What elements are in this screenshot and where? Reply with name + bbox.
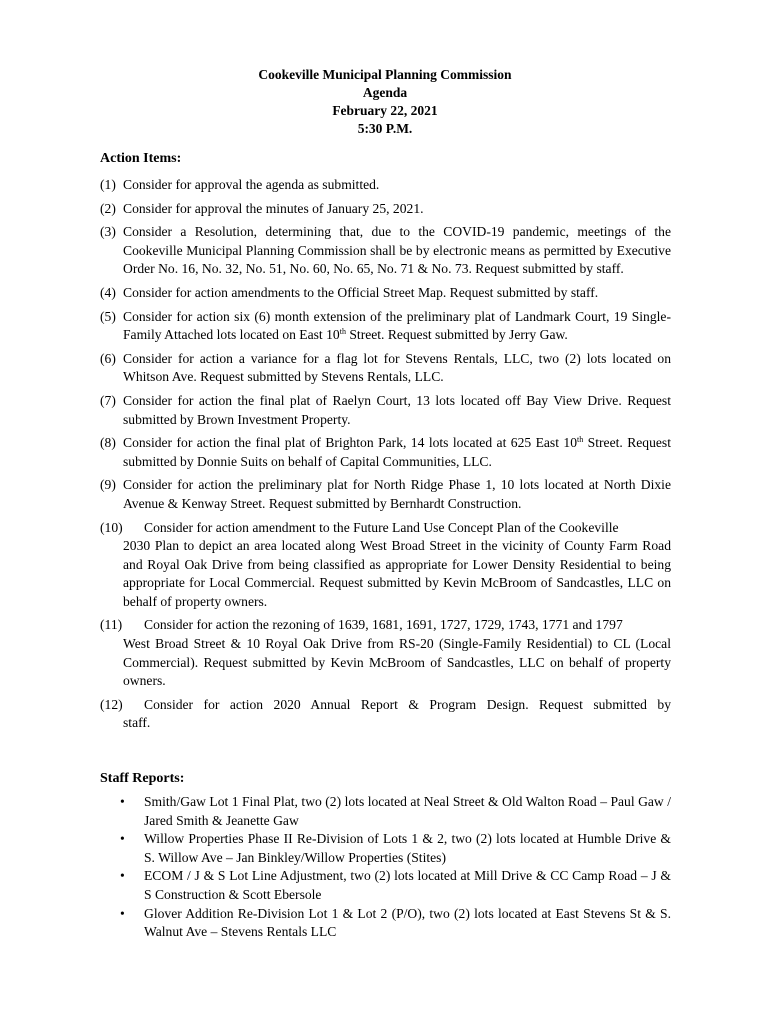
item-text: Consider for action the final plat of Brighton Park, 14 lots located at 625 East 10th Street. Request submitted by Donnie Suits on behalf of Capital Communities, LLC.	[123, 435, 671, 469]
item-number: (8)	[100, 435, 116, 451]
staff-report-item	[100, 905, 671, 942]
item-text: Consider for action the final plat of Raelyn Court, 13 lots located off Bay View Drive. Request submitted by Brown Investment Property.	[123, 392, 671, 427]
action-item-2	[100, 200, 671, 219]
action-items-heading: Action Items:	[100, 151, 182, 166]
action-item-9	[100, 476, 671, 513]
item-text: Consider for action amendments to the Official Street Map. Request submitted by staff.	[123, 284, 599, 300]
item-number: (10)	[100, 519, 123, 535]
item-number: (1)	[100, 177, 116, 192]
item-number: (9)	[100, 477, 116, 493]
action-item-6	[100, 350, 671, 387]
item-text-first-line: Consider for action amendment to the Future Land Use Concept Plan of the Cookeville	[144, 519, 619, 535]
meeting-date: February 22, 2021	[332, 103, 438, 118]
action-item-10	[100, 519, 671, 612]
item-number: (4)	[100, 284, 116, 300]
staff-report-text: Willow Properties Phase II Re-Division of Lots 1 & 2, two (2) lots located at Humble Drive & S. Willow Ave – Jan Binkley/Willow Properties (Stites)	[144, 831, 671, 865]
agenda-subtitle: Agenda	[362, 85, 408, 100]
bullet-icon: •	[120, 868, 125, 884]
item-number: (12)	[100, 696, 123, 712]
action-item-5	[100, 308, 671, 345]
staff-report-item	[100, 867, 671, 904]
item-number: (11)	[100, 617, 123, 633]
commission-title: Cookeville Municipal Planning Commission	[258, 67, 512, 82]
item-text-rest: West Broad Street & 10 Royal Oak Drive from RS-20 (Single-Family Residential) to CL (Local Commercial). Request submitted by Kevin McBroom of Sandcastles, LLC on behalf of property owners.	[123, 636, 671, 689]
item-text-first-line: Consider for action 2020 Annual Report & Program Design. Request submitted by	[144, 696, 671, 712]
bullet-icon: •	[120, 905, 125, 921]
item-number: (2)	[100, 200, 116, 216]
staff-report-text: Glover Addition Re-Division Lot 1 & Lot 2 (P/O), two (2) lots located at East Stevens St & S. Walnut Ave – Stevens Rentals LLC	[144, 905, 671, 940]
item-text: Consider for action a variance for a flag lot for Stevens Rentals, LLC, two (2) lots located on Whitson Ave. Request submitted by Stevens Rentals, LLC.	[123, 350, 671, 385]
action-item-12	[100, 696, 671, 733]
staff-report-text: Smith/Gaw Lot 1 Final Plat, two (2) lots located at Neal Street & Old Walton Road – Paul Gaw / Jared Smith & Jeanette Gaw	[144, 794, 671, 828]
staff-reports-heading: Staff Reports:	[100, 771, 185, 786]
staff-report-text: ECOM / J & S Lot Line Adjustment, two (2) lots located at Mill Drive & CC Camp Road – J & S Construction & Scott Ebersole	[144, 868, 671, 902]
action-item-3	[100, 223, 671, 279]
meeting-time: 5:30 P.M.	[357, 121, 413, 136]
item-text-first-line: Consider for action the rezoning of 1639, 1681, 1691, 1727, 1729, 1743, 1771 and 1797	[144, 617, 623, 633]
action-item-7	[100, 392, 671, 429]
action-items-list	[100, 176, 671, 738]
item-text-rest: 2030 Plan to depict an area located along West Broad Street in the vicinity of County Farm Road and Royal Oak Drive from being classified as appropriate for Lower Density Residential to being appropriate for Local Commercial. Request submitted by Kevin McBroom of Sandcastles, LLC on behalf of property owners.	[123, 538, 671, 609]
item-text: Consider for action six (6) month extension of the preliminary plat of Landmark Court, 19 Single-Family Attached lots located on East 10th Street. Request submitted by Jerry Gaw.	[123, 308, 671, 343]
staff-reports-list	[100, 793, 671, 942]
action-item-1	[100, 176, 671, 195]
item-text: Consider for action the preliminary plat for North Ridge Phase 1, 10 lots located at North Dixie Avenue & Kenway Street. Request submitted by Bernhardt Construction.	[123, 477, 671, 511]
staff-report-item	[100, 793, 671, 830]
item-number: (3)	[100, 224, 116, 240]
item-number: (7)	[100, 392, 116, 408]
action-item-11	[100, 616, 671, 690]
action-item-8	[100, 434, 671, 471]
bullet-icon: •	[120, 794, 125, 809]
item-number: (6)	[100, 350, 116, 366]
staff-report-item	[100, 830, 671, 867]
item-number: (5)	[100, 308, 116, 324]
action-item-4	[100, 284, 671, 303]
item-text: Consider for approval the minutes of January 25, 2021.	[123, 200, 424, 216]
agenda-header	[0, 66, 770, 138]
bullet-icon: •	[120, 831, 125, 847]
item-text: Consider for approval the agenda as submitted.	[123, 177, 380, 192]
item-text-rest: staff.	[123, 715, 151, 731]
item-text: Consider a Resolution, determining that, due to the COVID-19 pandemic, meetings of the Cookeville Municipal Planning Commission shall be by electronic means as permitted by Executive Order No. 16, No. 32, No. 51, No. 60, No. 65, No. 71 & No. 73. Request submitted by staff.	[123, 224, 671, 277]
